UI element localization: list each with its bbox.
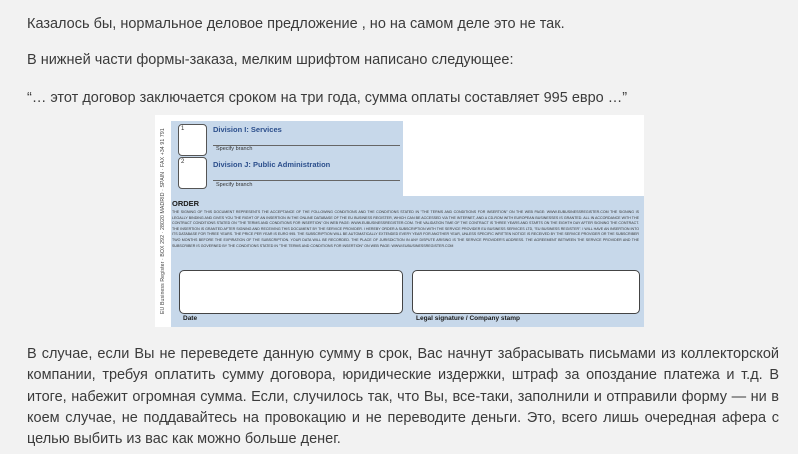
order-title: ORDER (172, 199, 200, 208)
division-1-title: Division I: Services (213, 125, 282, 134)
warning-paragraph: В случае, если Вы не переведете данную сумму в срок, Вас начнут забрасывать письмами из коллекторской компании, требуя оплатить сумму договора, юридические издержки, штраф за опоздание платежа и т.д. В итоге, набежит огромная сумма. Если, случилось так, что Вы, все-таки, заполнили и отправили форму — ни в коем случае, не поддавайтесь на провокацию и не переводите деньги. Это, всего лишь очередная афера с целью выбить из вас как можно больше денег. (27, 346, 779, 448)
division-2-number: 2 (181, 159, 185, 165)
division-2-spec-label: Specify branch (216, 182, 253, 188)
order-legal-text: THE SIGNING OF THIS DOCUMENT REPRESENTS THE ACCEPTANCE OF THE FOLLOWING CONDITIONS AND THE CONDITIONS STATED IN "THE TERMS AND CONDITIONS FOR INSERTION" ON THE WEB PAGE: WWW.EUBUSINESSREGISTER.COM THE SIGNING IS LEGALLY BINDING AND GIVES YOU THE RIGHT OF AN INSERTION IN THE ONLINE DATABASE OF THE EU BUSINESS REGISTER, WHICH CAN BE ACCESSED VIA THE INTERNET, AND A CD-ROM WITH EUROPEAN BUSINESSES IS GRANTED. ALL IN ACCORDANCE WITH THE CONTRACT CONDITIONS STATED ON "THE TERMS AND CONDITIONS FOR INSERTION" ON WEB PAGE: WWW.EUBUSINESSREGISTER.COM. THE VALIDATION TIME OF THE CONTRACT IS THREE YEARS AND STARTS ON THE EIGHTH DAY AFTER SIGNING THE CONTRACT. THE INSERTION IS GRANTED AFTER SIGNING AND RECEIVING THIS DOCUMENT BY THE SERVICE PROVIDER. I HEREBY ORDER A SUBSCRIPTION WITH THE SERVICE PROVIDER EU BUSINESS SERVICES LTD, "EU BUSINESS REGISTER". I WILL HAVE AN INSERTION INTO ITS DATABASE FOR THREE YEARS. THE PRICE PER YEAR IS EURO 995. THE SUBSCRIPTION WILL BE AUTOMATICALLY EXTENDED EVERY YEAR FOR ANOTHER YEAR, UNLESS SPECIFIC WRITTEN NOTICE IS RECEIVED BY THE SERVICE PROVIDER OR THE SUBSCRIBER TWO MONTHS BEFORE THE EXPIRATION OF THE SUBSCRIPTION. YOUR DATA WILL BE RECORDED. THE PLACE OF JURISDICTION IN ANY DISPUTE ARISING IS THE SERVICE PROVIDER'S ADDRESS. THE AGREEMENT BETWEEN THE SERVICE PROVIDER AND THE SUBSCRIBER IS GOVERNED BY THE CONDITIONS STATED IN "THE TERMS AND CONDITIONS FOR INSERTION" ON WEB PAGE: WWW.EUBUSINESSREGISTER.COM (172, 210, 639, 248)
division-1-number: 1 (181, 126, 185, 132)
signature-box (412, 270, 640, 314)
intro-paragraph: Казалось бы, нормальное деловое предложение , но на самом деле это не так. (27, 16, 565, 32)
date-box (179, 270, 403, 314)
signature-label: Legal signature / Company stamp (416, 315, 521, 322)
division-2-line (213, 180, 400, 181)
date-label: Date (183, 315, 198, 322)
order-form-image (155, 115, 644, 327)
division-2-checkbox (178, 157, 207, 189)
division-1-spec-label: Specify branch (216, 146, 253, 152)
quote-paragraph: “… этот договор заключается сроком на три года, сумма оплаты составляет 995 евро …” (27, 90, 628, 106)
division-2-title: Division J: Public Administration (213, 160, 331, 169)
division-1-checkbox (178, 124, 207, 156)
bottom-note-paragraph: В нижней части формы-заказа, мелким шрифтом написано следующее: (27, 52, 514, 68)
form-side-text: EU Business Register · BOX 292 · 28020 MADRID · SPAIN · FAX +34 91 791 (160, 128, 166, 314)
